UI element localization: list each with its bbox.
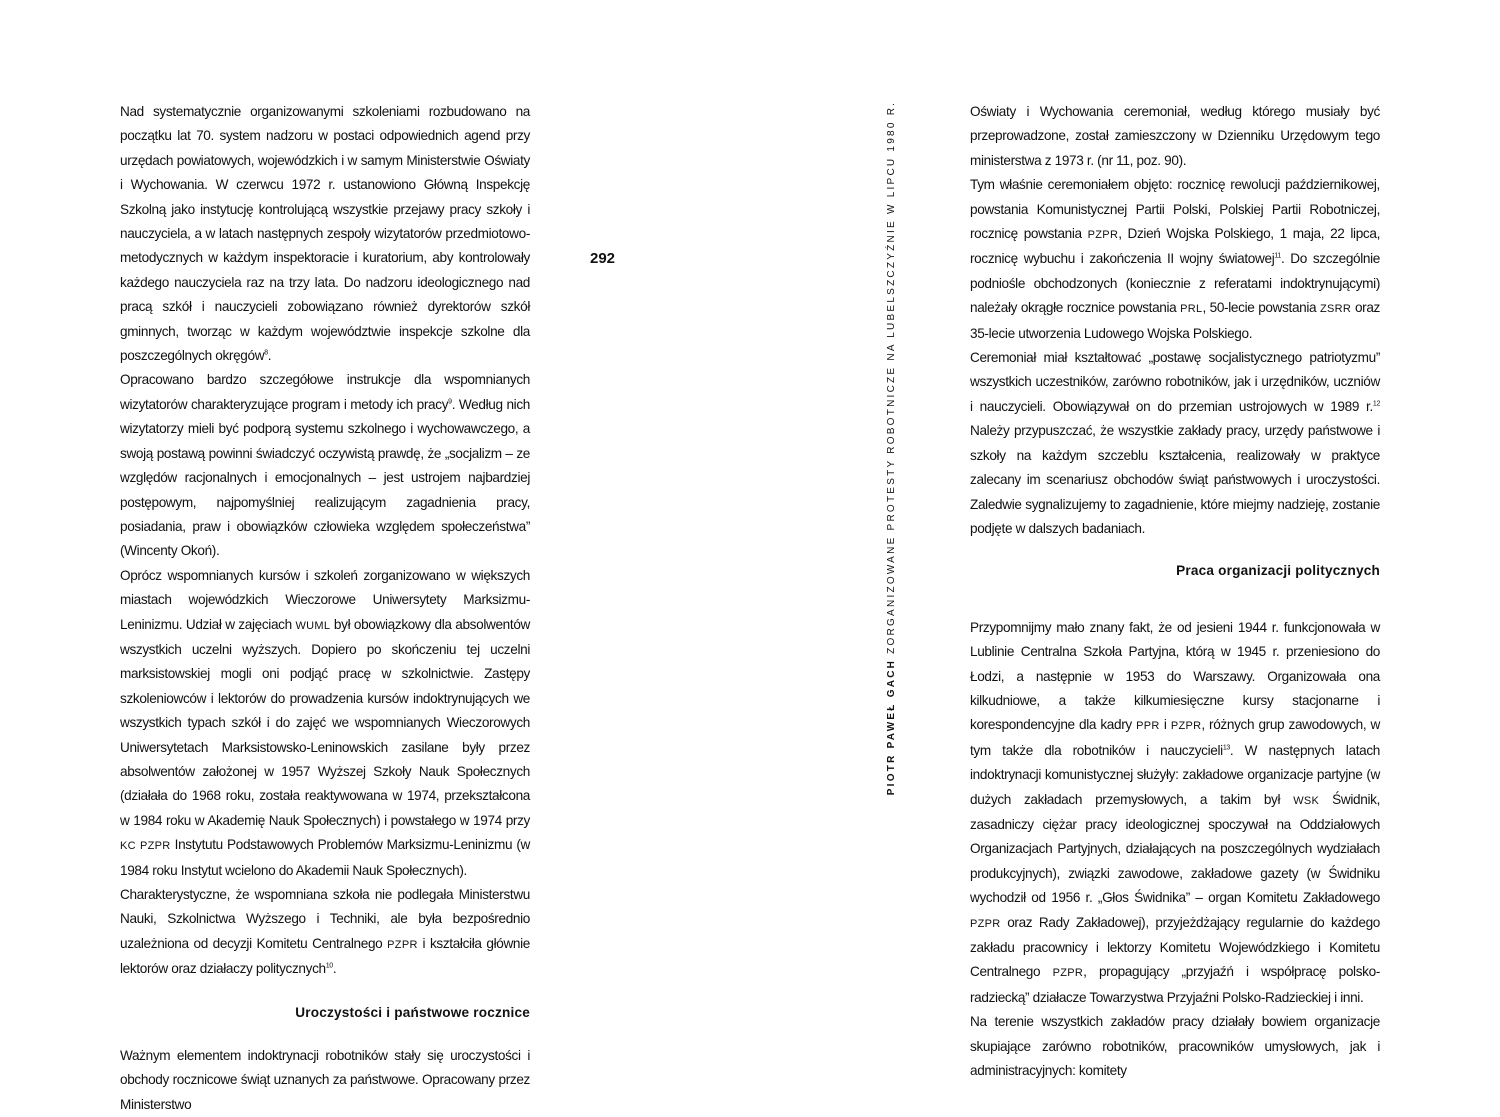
abbreviation: PZPR (387, 938, 418, 951)
section-heading: Praca organizacji politycznych (1176, 563, 1380, 579)
running-head-author: PIOTR PAWEŁ GACH (886, 658, 897, 796)
abbreviation: PZPR (1087, 229, 1119, 242)
paragraph-text: Nad systematycznie organizowanymi szkoleniami rozbudowano na początku lat 70. system nadzoru w postaci odpowiednich agend przy urzędach powiatowych, wojewódzkich i w samym Ministerstwie Oświaty i Wychowania. W czerwcu 1972 r. ustanowiono Główną Inspekcję Szkolną jako instytucję kontrolującą wszystkie przejawy pracy szkoły i nauczyciela, a w latach następnych zespoły wizytatorów przedmiotowo-metodycznych w każdym inspektoracie i kuratorium, aby kontrolowały każdego nauczyciela raz na trzy lata. Do nadzoru ideologicznego nad pracą szkół i nauczycieli zobowiązano również dyrektorów szkół gminnych, tworząc w każdym województwie inspekcje szkolne dla poszczególnych okręgów (120, 104, 530, 364)
paragraph (970, 616, 1380, 1011)
paragraph-text: , różnych grup zawodowych, w tym także dla robotników i nauczycieli (970, 717, 1380, 758)
abbreviation: WSK (1293, 794, 1320, 807)
paragraph-text: . Do szczególnie podniośle obchodzonych (koniecznie z referatami indoktrynującymi) należały okrągłe rocznice powstania (970, 251, 1381, 316)
paragraph-text: Należy przypuszczać, że wszystkie zakłady pracy, urzędy państwowe i szkoły na każdym szczeblu kształcenia, realizowały w praktyce zalecany im scenariusz obchodów świąt państwowych i uroczystości. Zaledwie sygnalizujemy to zagadnienie, które miejmy nadzieję, zostanie podjęte w dalszych badaniach. (970, 423, 1380, 536)
paragraph-text: Ceremoniał miał kształtować „postawę socjalistycznego patriotyzmu” wszystkich uczestników, zarówno robotników, jak i urzędników, uczniów i nauczycieli. Obowiązywał on do przemian ustrojowych w 1989 r. (970, 350, 1380, 414)
footnote-ref: 11 (1274, 252, 1281, 260)
section-heading: Uroczystości i państwowe rocznice (295, 1004, 530, 1020)
paragraph-text: . (267, 348, 272, 364)
running-head-title: ZORGANIZOWANE PROTESTY ROBOTNICZE NA LUBELSZCZYŹNIE W LIPCU 1980 R. (886, 100, 897, 654)
paragraph (120, 883, 530, 982)
paragraph-text: Charakterystyczne, że wspomniana szkoła nie podlegała Ministerstwu Nauki, Szkolnictwa Wyższego i Techniki, ale była bezpośrednio uzależniona od decyzji Komitetu Centralnego (120, 887, 530, 951)
paragraph-text: . W następnych latach indoktrynacji komunistycznej służyły: zakładowe organizacje partyjne (w dużych zakładach przemysłowych, a takim był (970, 742, 1380, 807)
running-head (885, 98, 899, 798)
paragraph (970, 173, 1380, 346)
paragraph-text: Przypomnijmy mało znany fakt, że od jesieni 1944 r. funkcjonowała w Lublinie Centralna Szkoła Partyjna, którą w 1945 r. przeniesiono do Łodzi, a następnie w 1953 do Warszawy. Organizowała ona kilkudniowe, a także kilkumiesięczne kursy stacjonarne i korespondencyjne dla kadry (970, 619, 1380, 733)
paragraph-text: Instytutu Podstawowych Problemów Marksizmu-Leninizmu (w 1984 roku Instytut wcielono do Akademii Nauk Społecznych). (120, 837, 530, 878)
paragraph-text: . (332, 961, 337, 977)
left-text-column (120, 100, 530, 1117)
paragraph: Ważnym elementem indoktrynacji robotników stały się uroczystości i obchody rocznicowe świąt uznanych za państwowe. Opracowany przez Ministerstwo (120, 1048, 530, 1112)
footnote-ref: 8 (264, 349, 268, 357)
footnote-ref: 13 (1222, 744, 1230, 752)
page-number: 292 (590, 250, 616, 267)
abbreviation: PRL (1180, 303, 1203, 316)
paragraph-text: , 50-lecie powstania (1202, 300, 1321, 316)
paragraph-text: Tym właśnie ceremoniałem objęto: rocznicę rewolucji październikowej, powstania Komunistycznej Partii Polski, Polskiej Partii Robotniczej, rocznicę powstania (970, 177, 1380, 242)
paragraph-text: oraz 35-lecie utworzenia Ludowego Wojska Polskiego. (970, 300, 1380, 341)
abbreviation: PZPR (1170, 720, 1202, 733)
paragraph-text: , Dzień Wojska Polskiego, 1 maja, 22 lipca, rocznicę wybuchu i zakończenia II wojny światowej (970, 226, 1380, 267)
paragraph-text: , propagujący „przyjaźń i współpracę polsko-radziecką” działacze Towarzystwa Przyjaźni Polsko-Radzieckiej i inni. (970, 964, 1381, 1005)
right-text-column (970, 100, 1380, 1083)
abbreviation: ZSRR (1320, 303, 1352, 316)
paragraph (120, 564, 530, 883)
paragraph-text: Świdnik, zasadniczy ciężar pracy ideologicznej spoczywał na Oddziałowych Organizacjach Partyjnych, działających na poszczególnych wydziałach produkcyjnych), związki zawodowe, zakładowe gazety (w Świdniku wychodził od 1956 r. „Głos Świdnika” – organ Komitetu Zakładowego (970, 791, 1380, 906)
paragraph (120, 100, 530, 368)
paragraph (120, 368, 530, 563)
footnote-ref: 12 (1372, 400, 1380, 408)
paragraph-text: był obowiązkowy dla absolwentów wszystkich uczelni wyższych. Dopiero po skończeniu tej uczelni marksistowskiej mogli oni podjąć pracę w szkolnictwie. Zastępy szkoleniowców i lektorów do prowadzenia kursów indoktrynujących we wszystkich typach szkół i do zajęć we wspomnianych Wieczorowych Uniwersytetach Marksistowsko-Leninowskich zasilane były przez absolwentów założonej w 1957 Wyższej Szkoły Nauk Społecznych (działała do 1968 roku, została reaktywowana w 1974, przekształcona w 1984 roku w Akademię Nauk Społecznych) i powstałego w 1974 przy (120, 616, 530, 828)
paragraph (970, 346, 1380, 541)
abbreviation: PZPR (970, 917, 1001, 930)
paragraph-text: oraz Rady Zakładowej), przyjeżdżający regularnie do każdego zakładu pracownicy i lektorzy Komitetu Wojewódzkiego i Komitetu Centralnego (970, 914, 1380, 980)
paragraph-text: Oprócz wspomnianych kursów i szkoleń zorganizowano w większych miastach wojewódzkich Wieczorowe Uniwersytety Marksizmu-Leninizmu. Udział w zajęciach (120, 567, 530, 632)
abbreviation: KC PZPR (120, 840, 171, 853)
paragraph-text: i kształciła głównie lektorów oraz działaczy politycznych (120, 935, 531, 977)
abbreviation: PPR (1136, 720, 1160, 733)
paragraph: Oświaty i Wychowania ceremoniał, według którego musiały być przeprowadzone, został zamieszczony w Dzienniku Urzędowym tego ministerstwa z 1973 r. (nr 11, poz. 90). (970, 104, 1380, 168)
paragraph-text: Opracowano bardzo szczegółowe instrukcje dla wspomnianych wizytatorów charakteryzujące program i metody ich pracy (120, 372, 530, 412)
abbreviation: WUML (295, 619, 331, 632)
paragraph-text: i (1159, 717, 1171, 733)
paragraph: Na terenie wszystkich zakładów pracy działały bowiem organizacje skupiające zarówno robotników, pracowników umysłowych, jak i administracyjnych: komitety (970, 1014, 1380, 1079)
footnote-ref: 10 (325, 962, 333, 970)
abbreviation: PZPR (1052, 967, 1084, 980)
paragraph-text: . Według nich wizytatorzy mieli być podporą systemu szkolnego i wychowawczego, a swoją postawą powinni świadczyć oczywistą prawdę, że „socjalizm – ze względów racjonalnych i emocjonalnych – jest ustrojem najbardziej postępowym, najpomyślniej realizującym zagadnienia pracy, posiadania, praw i obowiązków człowieka względem społeczeństwa” (Wincenty Okoń). (120, 396, 530, 559)
footnote-ref: 9 (448, 398, 452, 406)
